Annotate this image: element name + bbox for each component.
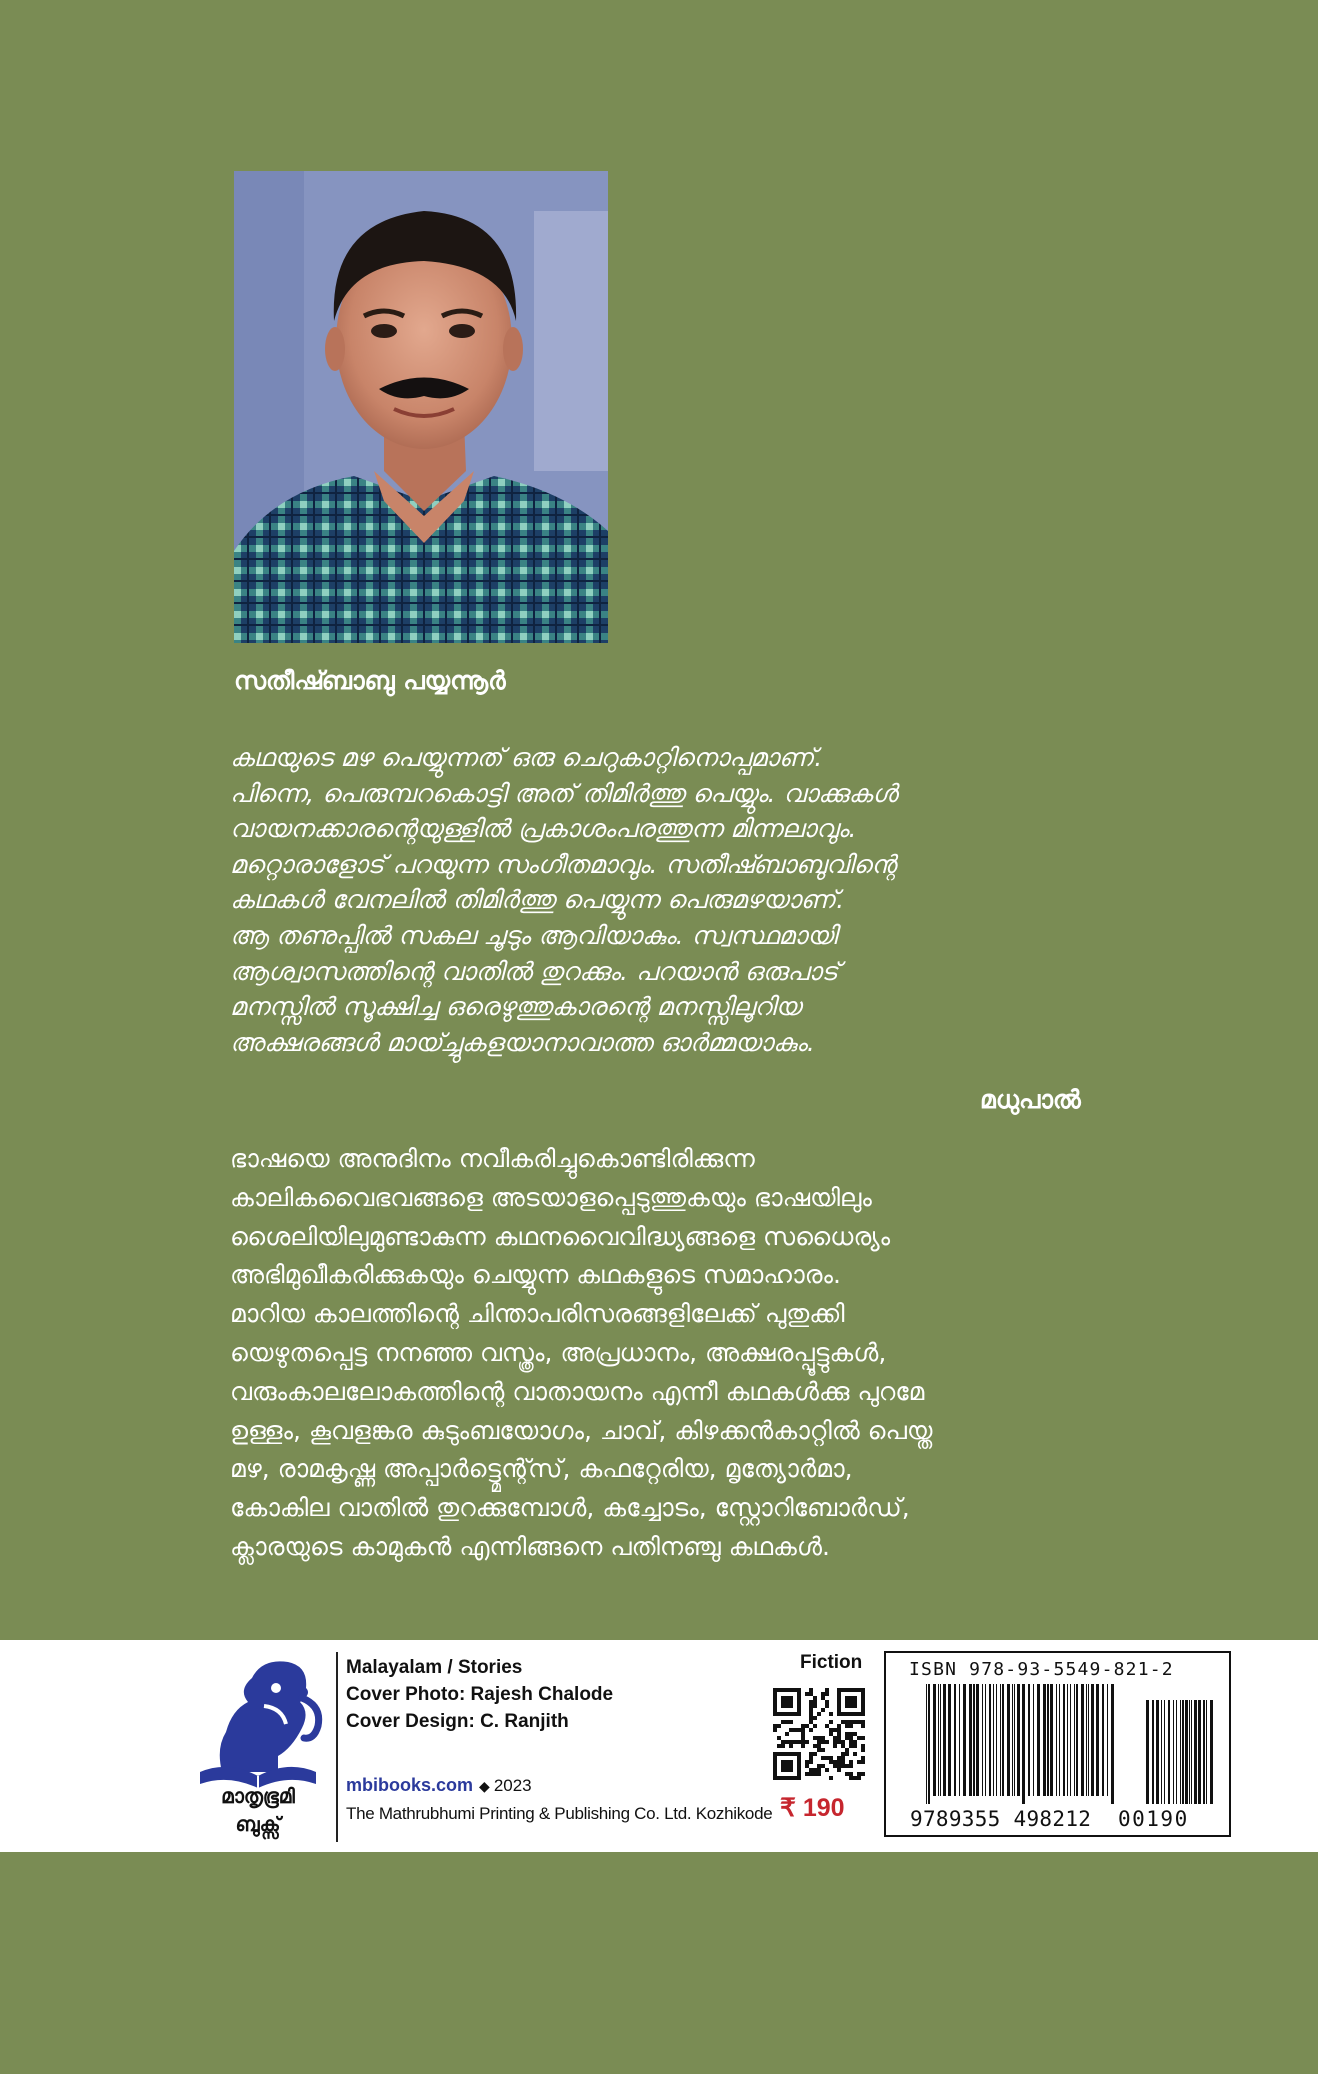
blurb-credit: മധുപാൽ bbox=[980, 1085, 1081, 1114]
barcode-icon bbox=[926, 1684, 1216, 1804]
blurb-line: ആ തണുപ്പിൽ സകല ചൂടും ആവിയാകും. സ്വസ്ഥമായി bbox=[230, 920, 837, 950]
summary-line: കോകില വാതിൽ തുറക്കുമ്പോൾ, കച്ചോടം, സ്റ്റോറിബോർഡ്, bbox=[230, 1493, 910, 1523]
blurb-line: അക്ഷരങ്ങൾ മായ്ച്ചുകളയാനാവാത്ത ഓർമ്മയാകും. bbox=[230, 1027, 815, 1057]
author-photo bbox=[234, 171, 608, 643]
elephant-book-icon bbox=[192, 1648, 324, 1838]
blurb-line: പിന്നെ, പെരുമ്പറകൊട്ടി അത് തിമിർത്തു പെയ്യും. വാക്കുകൾ bbox=[230, 778, 898, 808]
price: ₹ 190 bbox=[780, 1794, 845, 1822]
summary-line: കാലികവൈഭവങ്ങളെ അടയാളപ്പെടുത്തുകയും ഭാഷയിലും bbox=[230, 1182, 872, 1212]
category-label: Fiction bbox=[800, 1652, 863, 1673]
website-link[interactable]: mbibooks.com bbox=[346, 1775, 474, 1795]
summary-line: ഉള്ളം, കൂവളങ്കര കുടുംബയോഗം, ചാവ്, കിഴക്കൻകാറ്റിൽ പെയ്ത bbox=[230, 1415, 933, 1445]
blurb-line: മറ്റൊരാളോട് പറയുന്ന സംഗീതമാവും. സതീഷ്ബാബുവിന്റെ bbox=[230, 849, 897, 879]
meta-genre: Malayalam / Stories bbox=[346, 1657, 523, 1678]
barcode-digits: 9789355 498212 bbox=[910, 1807, 1092, 1831]
blurb-line: ആശ്വാസത്തിന്റെ വാതിൽ തുറക്കും. പറയാൻ ഒരുപാട് bbox=[230, 956, 839, 986]
summary-line: ഭാഷയെ അനുദിനം നവീകരിച്ചുകൊണ്ടിരിക്കുന്ന bbox=[230, 1144, 755, 1173]
book-meta bbox=[346, 1654, 613, 1735]
publisher-logo-text: മാതൃഭൂമി bbox=[221, 1784, 295, 1808]
isbn-label: ISBN 978-93-5549-821-2 bbox=[909, 1659, 1174, 1680]
summary-line: അഭിമുഖീകരിക്കുകയും ചെയ്യുന്ന കഥകളുടെ സമാഹാരം. bbox=[230, 1260, 841, 1290]
author-name: സതീഷ്ബാബു പയ്യന്നൂർ bbox=[234, 666, 506, 695]
qr-code-icon bbox=[773, 1688, 865, 1780]
summary-line: യെഴുതപ്പെട്ട നനഞ്ഞ വസ്ത്രം, അപ്രധാനം, അക്ഷരപ്പൂട്ടുകൾ, bbox=[230, 1337, 887, 1367]
summary-line: ക്ലാരയുടെ കാമുകൻ എന്നിങ്ങനെ പതിനഞ്ചു കഥകൾ. bbox=[230, 1531, 830, 1561]
publication-year: 2023 bbox=[493, 1776, 532, 1795]
barcode-addon-digits: 00190 bbox=[1118, 1807, 1189, 1831]
blurb-line: മനസ്സിൽ സൂക്ഷിച്ച ഒരെഴുത്തുകാരന്റെ മനസ്സിലൂറിയ bbox=[230, 992, 801, 1022]
meta-cover-photo: Cover Photo: Rajesh Chalode bbox=[346, 1684, 614, 1705]
summary-line: വരുംകാലലോകത്തിന്റെ വാതായനം എന്നീ കഥകൾക്കു പുറമേ bbox=[230, 1376, 925, 1406]
blurb-line: കഥയുടെ മഴ പെയ്യുന്നത് ഒരു ചെറുകാറ്റിനൊപ്പമാണ്. bbox=[230, 743, 823, 772]
summary-line: ശൈലിയിലുമുണ്ടാകുന്ന കഥനവൈവിദ്ധ്യങ്ങളെ സധൈര്യം bbox=[230, 1221, 891, 1251]
diamond-icon: ◆ bbox=[479, 1778, 490, 1794]
website-line bbox=[346, 1775, 532, 1796]
book-summary bbox=[230, 1140, 1190, 1567]
publisher-logo-text: ബുക്സ് bbox=[235, 1812, 281, 1836]
summary-line: മാറിയ കാലത്തിന്റെ ചിന്താപരിസരങ്ങളിലേക്ക് പുതുക്കി bbox=[230, 1299, 845, 1329]
divider bbox=[336, 1652, 338, 1842]
blurb-line: കഥകൾ വേനലിൽ തിമിർത്തു പെയ്യുന്ന പെരുമഴയാണ്. bbox=[230, 885, 845, 915]
blurb-line: വായനക്കാരന്റെയുള്ളിൽ പ്രകാശംപരത്തുന്ന മിന്നലാവും. bbox=[230, 814, 857, 844]
summary-line: മഴ, രാമകൃഷ്ണ അപ്പാർട്ട്മെന്റ്സ്, കഫറ്റേരിയ, മൃത്യോർമാ, bbox=[230, 1454, 853, 1484]
blurb-quote bbox=[230, 740, 1130, 1060]
printer-name: The Mathrubhumi Printing & Publishing Co. Ltd. Kozhikode bbox=[346, 1804, 773, 1823]
meta-cover-design: Cover Design: C. Ranjith bbox=[346, 1711, 569, 1732]
